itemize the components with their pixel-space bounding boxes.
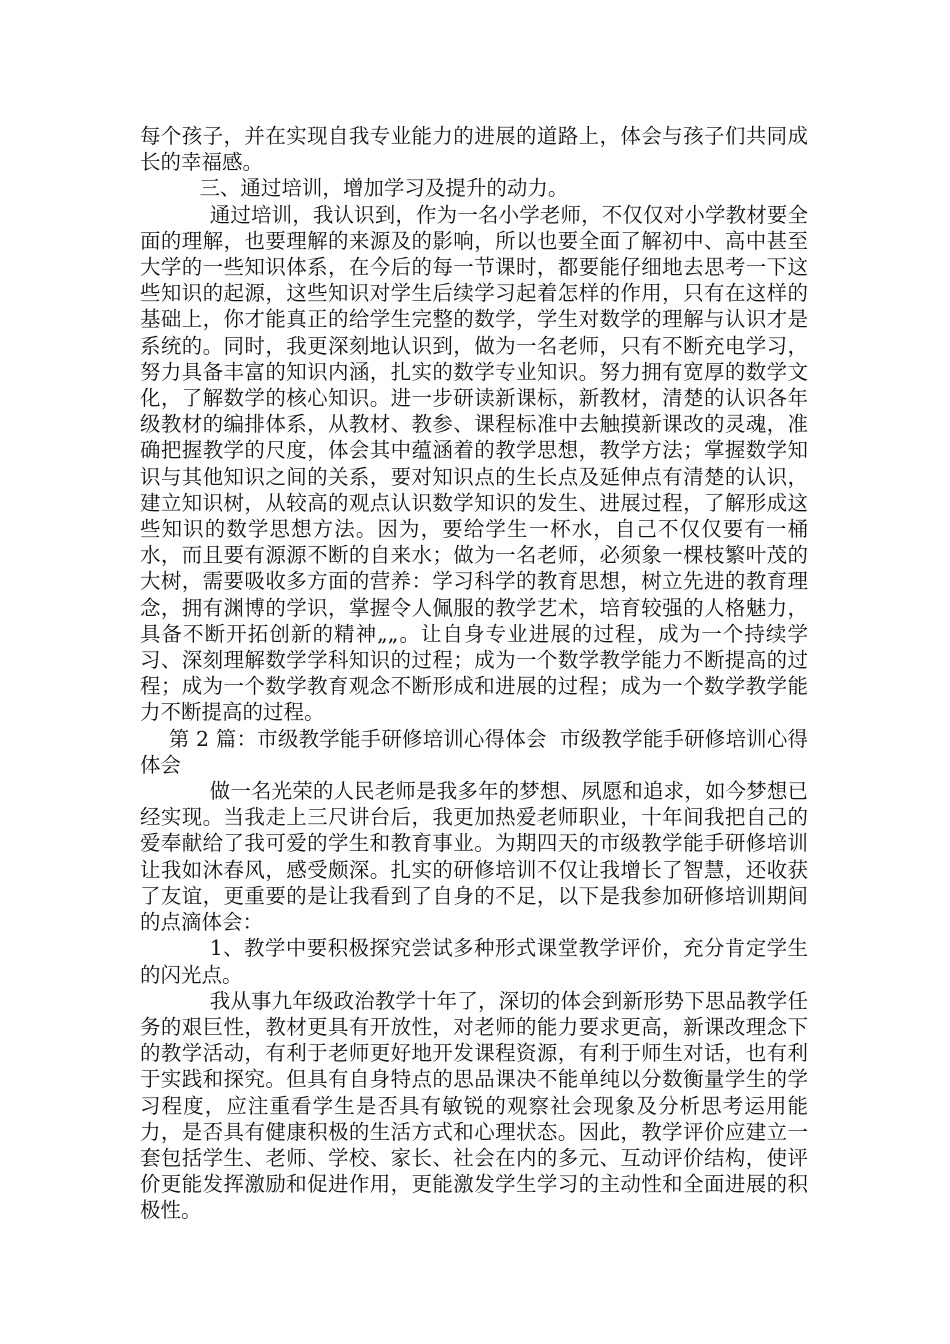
- article-2-title: 第 2 篇：市级教学能手研修培训心得体会 市级教学能手研修培训心得体会: [140, 726, 808, 777]
- point-one-heading: 1、教学中要积极探究尝试多种形式课堂教学评价，充分肯定学生的闪光点。: [140, 936, 808, 987]
- paragraph-continuation: 每个孩子，并在实现自我专业能力的进展的道路上，体会与孩子们共同成长的幸福感。: [140, 124, 808, 175]
- paragraph-training-reflection: 通过培训，我认识到，作为一名小学老师，不仅仅对小学教材要全面的理解，也要理解的来源及的影响，所以也要全面了解初中、高中甚至大学的一些知识体系，在今后的每一节课时，都要能仔细地去思考一下这些知识的起源，这些知识对学生后续学习起着怎样的作用，只有在这样的基础上，你才能真正的给学生完整的数学，学生对数学的理解与认识才是系统的。同时，我更深刻地认识到，做为一名老师，只有不断充电学习，努力具备丰富的知识内涵，扎实的数学专业知识。努力拥有宽厚的数学文化，了解数学的核心知识。进一步研读新课标，新教材，清楚的认识各年级教材的编排体系，从教材、教参、课程标准中去触摸新课改的灵魂，准确把握教学的尺度，体会其中蕴涵着的教学思想，教学方法；掌握数学知识与其他知识之间的关系，要对知识点的生长点及延伸点有清楚的认识，建立知识树，从较高的观点认识数学知识的发生、进展过程，了解形成这些知识的数学思想方法。因为，要给学生一杯水，自己不仅仅要有一桶水，而且要有源源不断的自来水；做为一名老师，必须象一棵枝繁叶茂的大树，需要吸收多方面的营养：学习科学的教育思想，树立先进的教育理念，拥有渊博的学识，掌握令人佩服的教学艺术，培育较强的人格魅力，具备不断开拓创新的精神„„。让自身专业进展的过程，成为一个持续学习、深刻理解数学学科知识的过程；成为一个数学教学能力不断提高的过程；成为一个数学教育观念不断形成和进展的过程；成为一个数学教学能力不断提高的过程。: [140, 202, 808, 725]
- document-body: [140, 123, 808, 1224]
- section-heading-three: 三、通过培训，增加学习及提升的动力。: [199, 176, 569, 201]
- paragraph-politics-teaching: 我从事九年级政治教学十年了，深切的体会到新形势下思品教学任务的艰巨性，教材更具有开放性，对老师的能力要求更高，新课改理念下的教学活动，有利于老师更好地开发课程资源，有利于师生对话，也有利于实践和探究。但具有自身特点的思品课决不能单纯以分数衡量学生的学习程度，应注重看学生是否具有敏锐的观察社会现象及分析思考运用能力，是否具有健康积极的生活方式和心理状态。因此，教学评价应建立一套包括学生、老师、学校、家长、社会在内的多元、互动评价结构，使评价更能发挥激励和促进作用，更能激发学生学习的主动性和全面进展的积极性。: [140, 988, 808, 1223]
- paragraph-teacher-dream: 做一名光荣的人民老师是我多年的梦想、夙愿和追求，如今梦想已经实现。当我走上三尺讲台后，我更加热爱老师职业，十年间我把自己的爱奉献给了我可爱的学生和教育事业。为期四天的市级教学能手研修培训让我如沐春风，感受颇深。扎实的研修培训不仅让我增长了智慧，还收获了友谊，更重要的是让我看到了自身的不足，以下是我参加研修培训期间的点滴体会：: [140, 779, 808, 935]
